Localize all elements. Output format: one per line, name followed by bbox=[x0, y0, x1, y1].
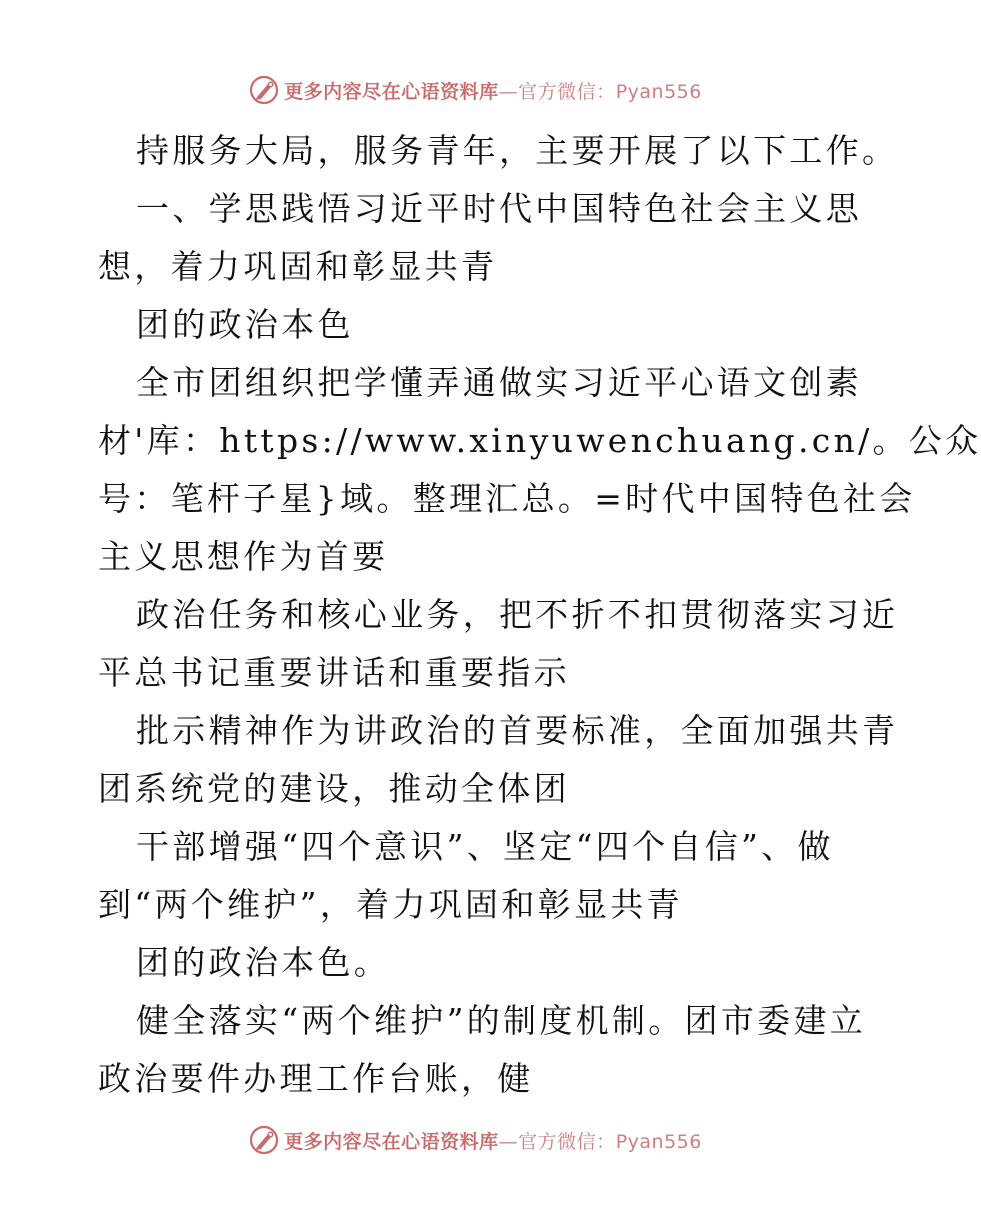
text-line: 政治任务和核心业务，把不折不扣贯彻落实习近 bbox=[136, 595, 899, 634]
text-line: 主义思想作为首要 bbox=[98, 537, 389, 576]
text-line: 批示精神作为讲政治的首要标准，全面加强共青 bbox=[136, 711, 899, 750]
banner-separator: — bbox=[498, 1130, 519, 1153]
text-line: 干部增强“四个意识”、坚定“四个自信”、做 bbox=[136, 827, 834, 866]
banner-text bbox=[284, 77, 702, 104]
text-line: 一、学思践悟习近平时代中国特色社会主义思 bbox=[136, 189, 862, 228]
document-body bbox=[98, 122, 981, 1108]
pen-logo-icon bbox=[248, 1124, 280, 1156]
text-line: 持服务大局，服务青年，主要开展了以下工作。 bbox=[136, 131, 899, 170]
banner-site-name: 更多内容尽在心语资料库 bbox=[284, 80, 499, 103]
banner-site-name: 更多内容尽在心语资料库 bbox=[284, 1130, 499, 1153]
banner-separator: — bbox=[498, 80, 519, 103]
text-line: 平总书记重要讲话和重要指示 bbox=[98, 653, 570, 692]
banner-wechat-id: Pyan556 bbox=[615, 1130, 702, 1153]
banner-text bbox=[284, 1127, 702, 1154]
text-line: 到“两个维护”，着力巩固和彰显共青 bbox=[98, 885, 683, 924]
banner-wechat-label: 官方微信： bbox=[518, 80, 616, 103]
text-line: 健全落实“两个维护”的制度机制。团市委建立 bbox=[136, 1001, 867, 1040]
banner-wechat-label: 官方微信： bbox=[518, 1130, 616, 1153]
text-line: 想，着力巩固和彰显共青 bbox=[98, 247, 498, 286]
text-line: 材'库：https://www.xinyuwenchuang.cn/。公众 bbox=[98, 421, 981, 460]
text-line: 号：笔杆子星}域。整理汇总。=时代中国特色社会 bbox=[98, 479, 916, 518]
banner-wechat-id: Pyan556 bbox=[615, 80, 702, 103]
footer-watermark-banner bbox=[0, 1118, 950, 1162]
text-line: 全市团组织把学懂弄通做实习近平心语文创素 bbox=[136, 363, 862, 402]
text-line: 团的政治本色 bbox=[136, 305, 354, 344]
header-watermark-banner bbox=[0, 68, 950, 112]
text-line: 团系统党的建设，推动全体团 bbox=[98, 769, 570, 808]
pen-logo-icon bbox=[248, 74, 280, 106]
text-line: 团的政治本色。 bbox=[136, 943, 391, 982]
text-line: 政治要件办理工作台账，健 bbox=[98, 1059, 534, 1098]
